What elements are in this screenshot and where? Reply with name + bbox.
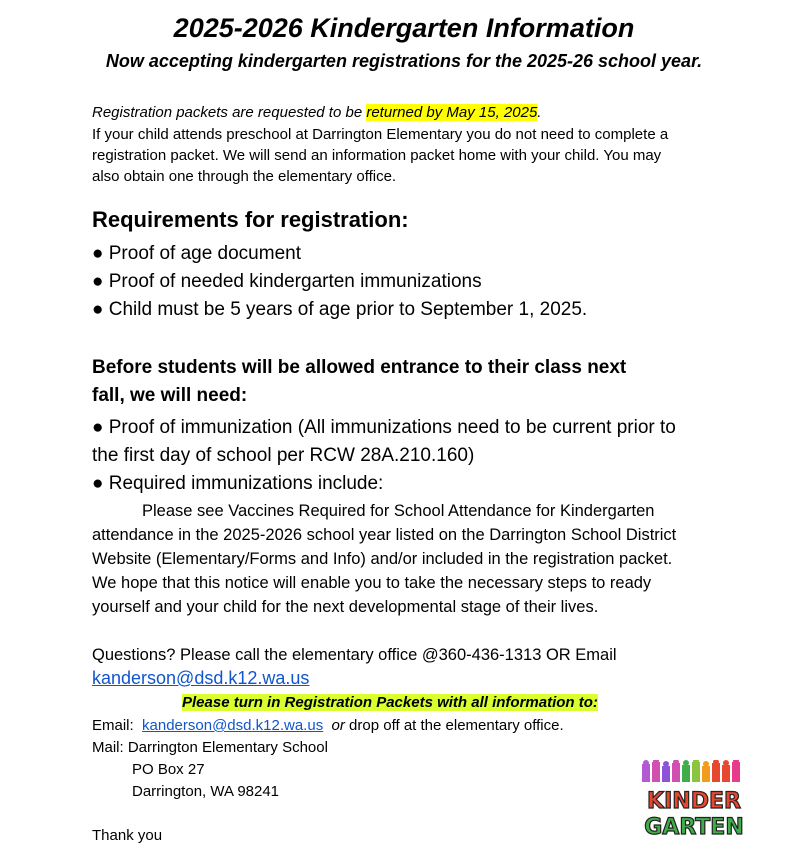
intro-prefix: Registration packets are requested to be (92, 104, 367, 121)
requirement-item: ● Proof of age document (92, 243, 301, 264)
turn-in-banner-text: Please turn in Registration Packets with all information to: (182, 694, 598, 711)
kindergarten-logo (638, 760, 750, 842)
mail-label: Mail: Darrington Elementary School (92, 739, 328, 756)
turn-in-banner (182, 694, 598, 711)
intro-line-1 (92, 102, 541, 123)
questions-email-link[interactable]: kanderson@dsd.k12.wa.us (92, 668, 310, 688)
vaccine-paragraph-line: attendance in the 2025-2026 school year listed on the Darrington School District (92, 526, 677, 544)
intro-suffix: . (537, 104, 542, 121)
closing-text: Thank you (92, 827, 163, 844)
page-title: 2025-2026 Kindergarten Information (173, 13, 635, 43)
turn-in-email-line (92, 715, 564, 736)
kids-silhouettes-icon (638, 760, 750, 842)
email-label: Email: (92, 717, 134, 734)
mail-po-box: PO Box 27 (132, 761, 205, 778)
logo-text-line1: KINDER (647, 789, 741, 814)
intro-line-2: If your child attends preschool at Darrington Elementary you do not need to complete a (92, 126, 669, 143)
questions-text: Questions? Please call the elementary office @360-436-1313 OR Email (92, 646, 617, 664)
turn-in-email-link[interactable]: kanderson@dsd.k12.wa.us (142, 717, 324, 734)
page-subtitle: Now accepting kindergarten registrations for the 2025-26 school year. (105, 51, 703, 71)
email-suffix: drop off at the elementary office. (344, 717, 564, 734)
intro-line-4: also obtain one through the elementary office. (92, 168, 397, 185)
vaccine-paragraph-line: Website (Elementary/Forms and Info) and/or included in the registration packet. (92, 550, 673, 568)
requirements-heading: Requirements for registration: (92, 207, 409, 232)
vaccine-paragraph-line: We hope that this notice will enable you to take the necessary steps to ready (92, 574, 652, 592)
immunization-item-line-2: the first day of school per RCW 28A.210.160) (92, 445, 475, 466)
requirement-item: ● Proof of needed kindergarten immunizations (92, 271, 482, 292)
immunization-item-line-1: ● Proof of immunization (All immunizations need to be current prior to (92, 417, 676, 438)
intro-line-3: registration packet. We will send an information packet home with your child. You may (92, 147, 662, 164)
email-or: or (331, 717, 345, 734)
mail-city: Darrington, WA 98241 (132, 783, 280, 800)
required-immunizations-item: ● Required immunizations include: (92, 473, 384, 494)
before-entrance-heading-1: Before students will be allowed entrance to their class next (92, 357, 627, 378)
requirement-item: ● Child must be 5 years of age prior to September 1, 2025. (92, 299, 588, 320)
deadline-highlight: returned by May 15, 2025 (366, 104, 538, 121)
vaccine-paragraph-line: yourself and your child for the next developmental stage of their lives. (92, 598, 599, 616)
logo-text-line2: GARTEN (644, 815, 744, 840)
before-entrance-heading-2: fall, we will need: (92, 385, 248, 406)
vaccine-paragraph-line: Please see Vaccines Required for School Attendance for Kindergarten (142, 502, 655, 520)
